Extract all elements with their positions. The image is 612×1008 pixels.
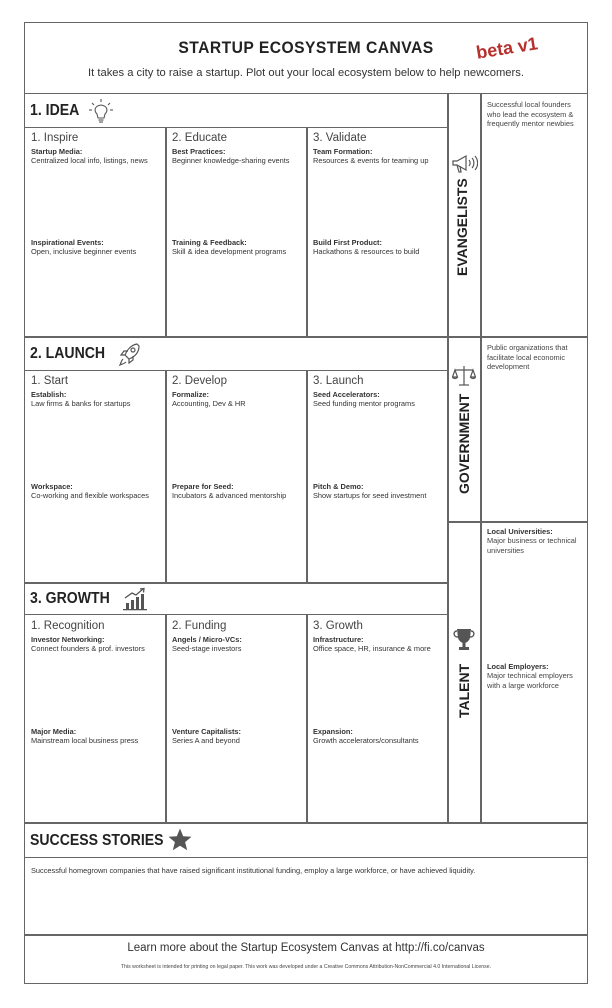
footer-link-text: Learn more about the Startup Ecosystem Canvas at http://fi.co/canvas	[127, 942, 485, 954]
growth-column-growth-2	[313, 727, 445, 745]
idea-column-inspire-2	[31, 238, 163, 256]
success-title: SUCCESS STORIES	[30, 832, 164, 849]
evangelists-title: EVANGELISTS	[454, 178, 470, 276]
idea-header	[24, 94, 448, 128]
item-label: Infrastructure:	[313, 635, 364, 644]
item-label: Angels / Micro-VCs:	[172, 635, 242, 644]
item-text: Mainstream local business press	[31, 736, 139, 745]
growth-header	[24, 583, 448, 615]
launch-column-launch-2	[313, 482, 445, 500]
launch-column-start	[31, 375, 163, 408]
idea-column-inspire	[31, 132, 163, 165]
star-icon	[167, 827, 193, 853]
growth-column-growth	[313, 620, 447, 653]
growth-column-funding	[172, 620, 304, 653]
item-text: Resources & events for teaming up	[313, 156, 429, 165]
column-heading: 2. Develop	[172, 375, 227, 387]
column-heading: 2. Educate	[172, 132, 227, 144]
item-text: Seed funding mentor programs	[313, 399, 415, 408]
column-heading: 3. Growth	[313, 620, 363, 632]
item-label: Local Employers:	[487, 662, 549, 671]
page-title: STARTUP ECOSYSTEM CANVAS	[178, 38, 434, 57]
government-talent-divider	[447, 521, 588, 523]
success-header	[24, 823, 588, 858]
evangelists-description: Successful local founders who lead the ecosystem & frequently mentor newbies	[487, 100, 574, 128]
column-heading: 1. Start	[31, 375, 69, 387]
side-divider-left	[447, 94, 449, 822]
idea-col-divider-1	[165, 128, 167, 336]
item-text: Seed-stage investors	[172, 644, 242, 653]
launch-col-divider-2	[306, 371, 308, 582]
item-label: Team Formation:	[313, 147, 373, 156]
growth-col-divider-1	[165, 615, 167, 822]
item-text: Series A and beyond	[172, 736, 240, 745]
launch-column-develop-2	[172, 482, 304, 500]
item-label: Venture Capitalists:	[172, 727, 241, 736]
launch-column-launch	[313, 375, 445, 408]
item-label: Training & Feedback:	[172, 238, 247, 247]
idea-column-validate-2	[313, 238, 445, 256]
idea-col-divider-2	[306, 128, 308, 336]
item-label: Local Universities:	[487, 527, 553, 536]
beta-badge: beta v1	[474, 33, 540, 63]
launch-column-develop	[172, 375, 304, 408]
item-text: Hackathons & resources to build	[313, 247, 420, 256]
idea-column-validate	[313, 132, 445, 165]
canvas-header	[24, 22, 588, 94]
item-label: Investor Networking:	[31, 635, 105, 644]
item-label: Establish:	[31, 390, 67, 399]
column-heading: 3. Launch	[313, 375, 364, 387]
idea-title: 1. IDEA	[30, 102, 80, 119]
item-text: Incubators & advanced mentorship	[172, 491, 287, 500]
idea-column-educate-2	[172, 238, 304, 256]
item-text: Growth accelerators/consultants	[313, 736, 419, 745]
launch-column-start-2	[31, 482, 165, 500]
item-label: Build First Product:	[313, 238, 382, 247]
item-text: Centralized local info, listings, news	[31, 156, 148, 165]
idea-column-educate	[172, 132, 304, 165]
bar-chart-icon	[122, 586, 148, 612]
column-heading: 3. Validate	[313, 132, 367, 144]
success-description: Successful homegrown companies that have raised significant institutional funding, employ a large workforce, or have achieved liquidity.	[31, 866, 476, 875]
item-label: Prepare for Seed:	[172, 482, 234, 491]
item-text: Beginner knowledge-sharing events	[172, 156, 290, 165]
item-text: Open, inclusive beginner events	[31, 247, 137, 256]
item-label: Best Practices:	[172, 147, 226, 156]
page-subtitle: It takes a city to raise a startup. Plot out your local ecosystem below to help newcomers.	[88, 67, 524, 79]
launch-title: 2. LAUNCH	[30, 345, 106, 362]
column-heading: 2. Funding	[172, 620, 227, 632]
item-text: Co-working and flexible workspaces	[31, 491, 149, 500]
talent-title: TALENT	[456, 663, 472, 718]
column-heading: 1. Inspire	[31, 132, 79, 144]
item-text: Office space, HR, insurance & more	[313, 644, 431, 653]
item-label: Formalize:	[172, 390, 209, 399]
growth-col-divider-2	[306, 615, 308, 822]
growth-title: 3. GROWTH	[30, 590, 110, 607]
megaphone-icon	[451, 153, 478, 175]
item-label: Major Media:	[31, 727, 77, 736]
item-text: Connect founders & prof. investors	[31, 644, 145, 653]
item-label: Workspace:	[31, 482, 73, 491]
item-label: Pitch & Demo:	[313, 482, 364, 491]
side-divider-right	[480, 94, 482, 822]
launch-header	[24, 337, 448, 371]
launch-col-divider-1	[165, 371, 167, 582]
footer-legal: This worksheet is intended for printing on legal paper. This work was developed under a Creative Commons Attribution-NonCommercial 4.0 International License.	[120, 964, 492, 970]
growth-column-recognition	[31, 620, 163, 653]
item-text: Accounting, Dev & HR	[172, 399, 246, 408]
item-text: Show startups for seed investment	[313, 491, 427, 500]
talent-employers	[487, 662, 583, 690]
trophy-icon	[452, 627, 476, 653]
rocket-icon	[118, 341, 142, 367]
item-text: Law firms & banks for startups	[31, 399, 131, 408]
growth-column-recognition-2	[31, 727, 163, 745]
item-label: Seed Accelerators:	[313, 390, 380, 399]
item-label: Inspirational Events:	[31, 238, 104, 247]
item-text: Skill & idea development programs	[172, 247, 287, 256]
item-label: Expansion:	[313, 727, 353, 736]
item-label: Startup Media:	[31, 147, 83, 156]
column-heading: 1. Recognition	[31, 620, 105, 632]
talent-universities	[487, 527, 583, 555]
item-text: Major technical employers with a large workforce	[487, 671, 573, 690]
growth-column-funding-2	[172, 727, 304, 745]
government-description: Public organizations that facilitate local economic development	[487, 343, 568, 371]
government-title: GOVERNMENT	[456, 393, 472, 494]
footer-divider	[24, 934, 588, 936]
lightbulb-icon	[88, 97, 114, 125]
scales-icon	[452, 364, 476, 388]
item-text: Major business or technical universities	[487, 536, 577, 555]
